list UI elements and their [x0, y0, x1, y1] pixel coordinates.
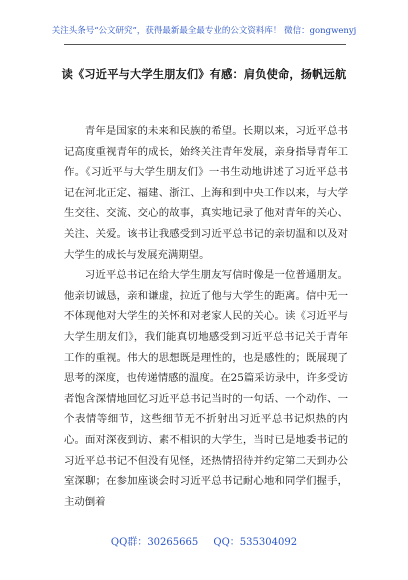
footer-qq-group: QQ群：30265665 [110, 537, 199, 548]
header-divider [64, 44, 346, 45]
paragraph-1: 青年是国家的未来和民族的希望。长期以来，习近平总书记高度重视青年的成长，始终关注青年发展，亲身指导青年工作。《习近平与大学生朋友们》一书生动地讲述了习近平总书记在河北正定、福建、浙江、上海和到中央工作以来，与大学生交往、交流、交心的故事，真实地记录了他对青年的关心、关注、关爱。该书让我感受到习近平总书记的亲切温和以及对大学生的成长与发展充满期望。 [64, 125, 348, 261]
document-body [64, 121, 348, 512]
header-banner: 关注头条号“公文研究”，获得最新最全最专业的公文资料库！ 微信：gongwenyj [51, 26, 357, 36]
footer-qq: QQ：535304092 [213, 537, 298, 548]
footer-contact [0, 533, 408, 548]
paragraph-2: 习近平总书记在给大学生朋友写信时像是一位普通朋友。他亲切诚恳，亲和谦虚，拉近了他与大学生的距离。信中无一不体现他对大学生的关怀和对老家人民的关心。读《习近平与大学生朋友们》，我们能真切地感受到习近平总书记关于青年工作的重视。伟大的思想既是理性的，也是感性的；既展现了思考的深度，也传递情感的温度。在25篇采访录中，许多受访者饱含深情地回忆习近平总书记当时的一句话、一个动作、一个表情等细节，这些细节无不折射出习近平总书记炽热的内心。面对深夜到访、素不相识的大学生，当时已是地委书记的习近平总书记不但没有见怪，还热情招待并约定第二天到办公室深聊；在参加座谈会时习近平总书记耐心地和同学们握手，主动倒着 [64, 269, 348, 508]
document-title: 读《习近平与大学生朋友们》有感：肩负使命，扬帆远航 [61, 67, 347, 81]
